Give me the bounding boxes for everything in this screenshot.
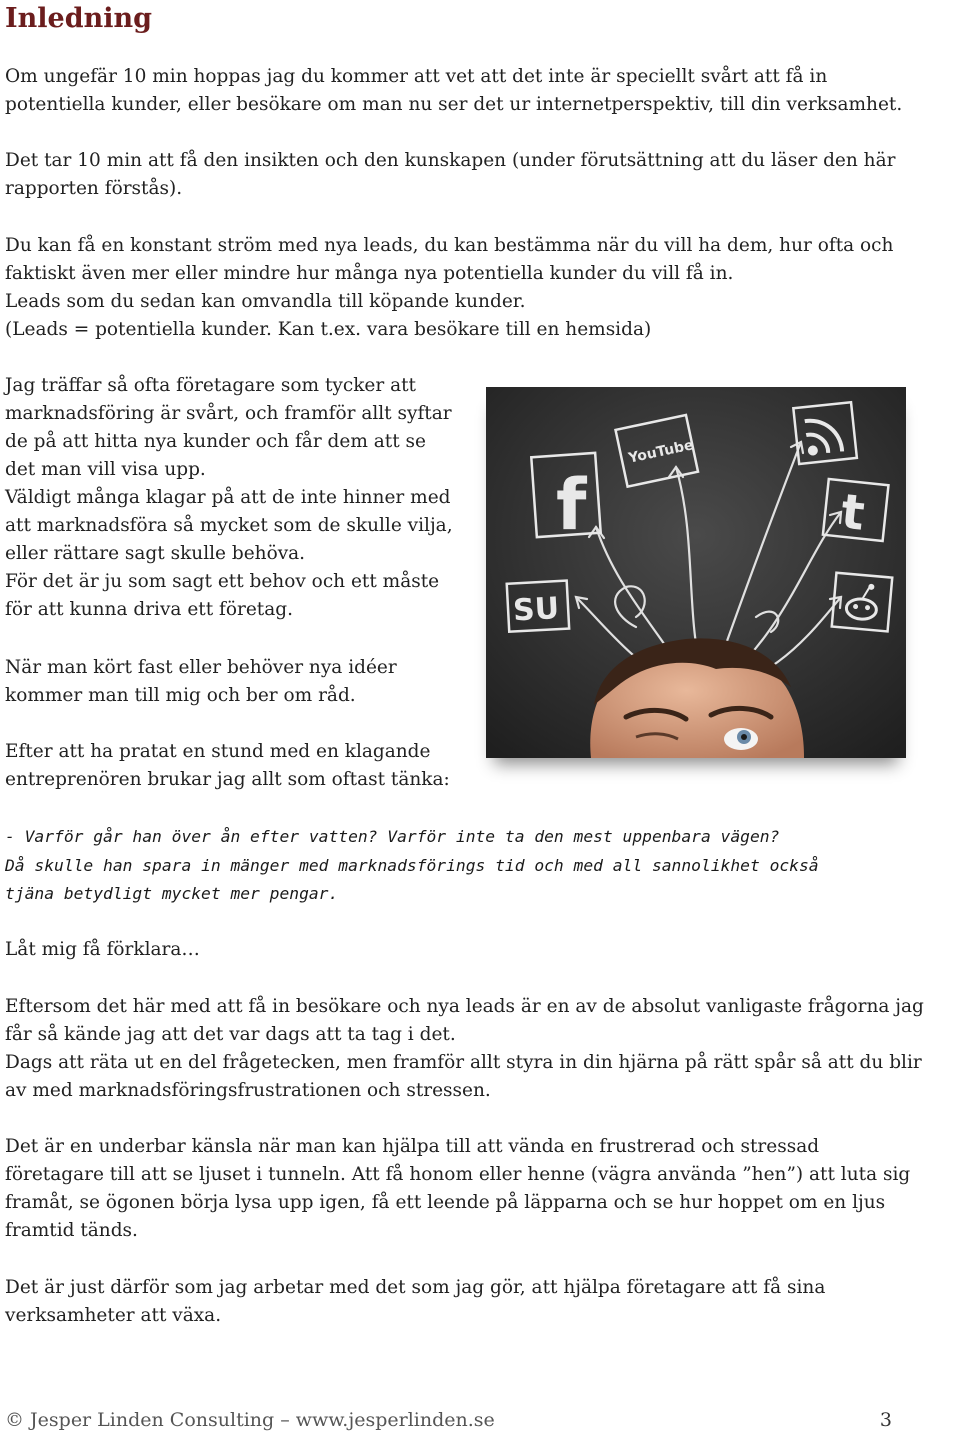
paragraph-closing bbox=[5, 1274, 825, 1330]
text-line: Det tar 10 min att få den insikten och den kunskapen (under förutsättning att du läser den här bbox=[5, 150, 896, 171]
quote-line: tjäna betydligt mycket mer pengar. bbox=[5, 884, 339, 903]
text-line: rapporten förstås). bbox=[5, 178, 183, 199]
text-line: företagare till att se ljuset i tunneln. Att få honom eller henne (vägra använda ”hen”) att luta sig bbox=[5, 1164, 911, 1185]
text-line: för att kunna driva ett företag. bbox=[5, 599, 293, 620]
chalkboard-social-media-photo bbox=[486, 387, 906, 758]
text-line: det man vill visa upp. bbox=[5, 459, 206, 480]
text-line: (Leads = potentiella kunder. Kan t.ex. vara besökare till en hemsida) bbox=[5, 319, 652, 340]
paragraph-entrepreneur bbox=[5, 738, 450, 794]
text-line: att marknadsföra så mycket som de skulle vilja, bbox=[5, 515, 453, 536]
quote-line: Då skulle han spara in mänger med marknadsförings tid och med all sannolikhet också bbox=[5, 855, 819, 875]
text-line: För det är ju som sagt ett behov och ett måste bbox=[5, 571, 440, 592]
text-line: faktiskt även mer eller mindre hur många nya potentiella kunder du vill få in. bbox=[5, 263, 734, 284]
text-line: Efter att ha pratat en stund med en klagande bbox=[5, 741, 431, 762]
chalkboard-illustration bbox=[486, 387, 906, 758]
footer-text: © Jesper Linden Consulting – www.jesperlinden.se bbox=[5, 1409, 495, 1431]
text-line: framåt, se ögonen börja lysa upp igen, få ett leende på läpparna och se hur hoppet om en ljus bbox=[5, 1192, 886, 1213]
text-line: marknadsföring är svårt, och framför allt syftar bbox=[5, 403, 452, 424]
text-line: verksamheter att växa. bbox=[5, 1305, 222, 1326]
text-line: Det är just därför som jag arbetar med det som jag gör, att hjälpa företagare att få sina bbox=[5, 1277, 826, 1298]
text-line: Du kan få en konstant ström med nya leads, du kan bestämma när du vill ha dem, hur ofta och bbox=[5, 235, 894, 256]
text-line: potentiella kunder, eller besökare om man nu ser det ur internetperspektiv, till din verksamhet. bbox=[5, 94, 903, 115]
svg-text:SU: SU bbox=[512, 591, 560, 629]
paragraph-ideas bbox=[5, 654, 397, 710]
text-line: av med marknadsföringsfrustrationen och stressen. bbox=[5, 1080, 491, 1101]
paragraph-leads bbox=[5, 232, 893, 344]
text-line: Dags att räta ut en del frågetecken, men framför allt styra in din hjärna på rätt spår så att du blir bbox=[5, 1052, 922, 1073]
text-line: de på att hitta nya kunder och får dem att se bbox=[5, 431, 426, 452]
paragraph-explain bbox=[5, 936, 200, 964]
text-line: entreprenören brukar jag allt som oftast tänka: bbox=[5, 769, 450, 790]
paragraph-questions bbox=[5, 993, 924, 1105]
text-line: Väldigt många klagar på att de inte hinner med bbox=[5, 487, 451, 508]
text-line: Jag träffar så ofta företagare som tycker att bbox=[5, 375, 416, 396]
paragraph-time bbox=[5, 147, 895, 203]
quote-line: - Varför går han över ån efter vatten? Varför inte ta den mest uppenbara vägen? bbox=[5, 827, 780, 846]
page-number: 3 bbox=[879, 1409, 892, 1431]
quote-block bbox=[5, 823, 819, 909]
text-line: får så kände jag att det var dags att ta tag i det. bbox=[5, 1024, 456, 1045]
text-line: Låt mig få förklara… bbox=[5, 939, 200, 960]
text-line: När man kört fast eller behöver nya idéer bbox=[5, 657, 397, 678]
text-line: Om ungefär 10 min hoppas jag du kommer att vet att det inte är speciellt svårt att få in bbox=[5, 66, 828, 87]
paragraph-marketing bbox=[5, 372, 453, 624]
svg-text:YouTube: YouTube bbox=[627, 437, 695, 467]
svg-text:f: f bbox=[556, 464, 587, 546]
text-line: Det är en underbar känsla när man kan hjälpa till att vända en frustrerad och stressad bbox=[5, 1136, 820, 1157]
text-line: Leads som du sedan kan omvandla till köpande kunder. bbox=[5, 291, 526, 312]
page-footer bbox=[5, 1405, 892, 1435]
text-line: eller rättare sagt skulle behöva. bbox=[5, 543, 306, 564]
text-line: kommer man till mig och ber om råd. bbox=[5, 685, 356, 706]
text-line: framtid tänds. bbox=[5, 1220, 138, 1241]
paragraph-intro bbox=[5, 63, 902, 119]
svg-text:t: t bbox=[838, 483, 868, 542]
text-line: Eftersom det här med att få in besökare och nya leads är en av de absolut vanligaste frågorna jag bbox=[5, 996, 924, 1017]
page-heading: Inledning bbox=[5, 3, 152, 34]
paragraph-feeling bbox=[5, 1133, 910, 1245]
